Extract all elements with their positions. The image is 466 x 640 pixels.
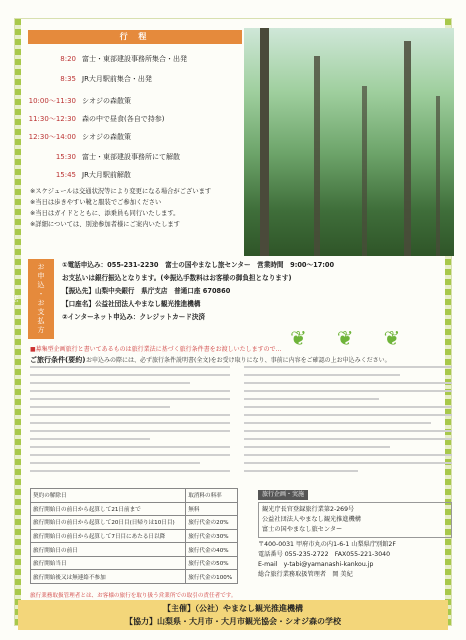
terms-fine-print-left xyxy=(30,366,230,480)
table-cell: 旅行開始日の前日から起算して21日前まで xyxy=(31,502,186,516)
footer-banner xyxy=(18,600,448,630)
itinerary-row xyxy=(28,170,131,180)
itinerary-time: 11:30～12:30 xyxy=(28,115,76,123)
company-email: E-mail y-tabi@yamanashi-kankou.jp xyxy=(258,561,374,568)
terms-title: ご旅行条件(要約) xyxy=(30,356,86,364)
note-line: ※詳細については、別途参加者様にご案内いたします xyxy=(30,221,180,228)
itinerary-event: 森の中で昼食(各自で持参) xyxy=(82,115,165,123)
terms-subtitle: お申込みの際には、必ず旅行条件説明書(全文)をお受け取りになり、事前に内容をご確認の上お申込みください。 xyxy=(86,357,391,364)
itinerary-time: 8:20 xyxy=(60,55,76,63)
account-name: 【口座名】公益社団法人やまなし観光推進機構 xyxy=(62,300,201,308)
company-name: 公益社団法人やまなし観光推進機構 xyxy=(262,516,361,523)
itinerary-event: シオジの森散策 xyxy=(82,133,131,141)
tree-trunk-graphic xyxy=(404,41,411,256)
tree-trunk-graphic xyxy=(314,56,320,256)
table-cell: 旅行代金の100% xyxy=(186,570,238,584)
note-line: ※当日はガイドとともに、添乗員も同行いたします。 xyxy=(30,210,180,217)
itinerary-event: JR大月駅前解散 xyxy=(82,171,131,179)
itinerary-row xyxy=(28,74,152,84)
cooperation-line: 【協力】山梨県・大月市・大月市観光協会・シオジ森の学校 xyxy=(125,617,341,626)
company-manager: 総合旅行業務取扱管理者 岡 美紀 xyxy=(258,571,353,578)
company-license-box xyxy=(258,502,452,538)
license-number: 観光庁長官登録旅行業第2-269号 xyxy=(262,506,355,513)
table-cell: 旅行開始後又は無連絡不参加 xyxy=(31,570,186,584)
left-decorative-stripe xyxy=(15,19,21,625)
note-line: ※当日は歩きやすい靴と服装でご参加ください xyxy=(30,199,162,206)
itinerary-row xyxy=(28,132,131,142)
table-row xyxy=(31,543,238,557)
organizer-line: 【主催】（公社）やまなし観光推進機構 xyxy=(163,604,303,613)
itinerary-row xyxy=(28,54,187,64)
table-cell: 旅行開始日の前日 xyxy=(31,543,186,557)
manager-red-note: 旅行業務取扱管理者とは、お客様の旅行を取り扱う営業所での取引の責任者です。 xyxy=(30,593,237,599)
itinerary-row xyxy=(28,114,164,124)
table-row xyxy=(31,502,238,516)
table-cell: 取消料の料率 xyxy=(186,489,238,503)
table-row xyxy=(31,556,238,570)
itinerary-time: 12:30～14:00 xyxy=(28,133,76,141)
tree-trunk-graphic xyxy=(362,86,367,256)
application-side-label: お申込・お支払方法 xyxy=(28,259,54,339)
forest-photo xyxy=(244,28,454,256)
company-tel: 電話番号 055-235-2722 FAX055-221-3040 xyxy=(258,551,391,558)
note-line: ※スケジュールは交通状況等により変更になる場合がございます xyxy=(30,188,212,195)
table-cell: 旅行開始日の前日から起算して20日目(日帰りは10日目) xyxy=(31,516,186,530)
itinerary-event: 富士・東部建設事務所にて解散 xyxy=(82,153,180,161)
application-body xyxy=(62,259,335,324)
table-row xyxy=(31,570,238,584)
table-cell: 旅行開始日の前日から起算して7日目にあたる日以降 xyxy=(31,529,186,543)
tree-trunk-graphic xyxy=(436,96,440,256)
table-cell: 契約の解除日 xyxy=(31,489,186,503)
itinerary-event: JR大月駅前集合・出発 xyxy=(82,75,152,83)
itinerary-time: 10:00～11:30 xyxy=(28,97,76,105)
internet-application: ②インターネット申込み：クレジットカード決済 xyxy=(62,313,206,321)
company-address: 〒400-0031 甲府市丸の内1-6-1 山梨県庁別館2F xyxy=(258,541,396,548)
payment-note: お支払いは銀行振込となります。(※振込手数料はお客様の御負担となります) xyxy=(62,274,292,282)
itinerary-event: 富士・東部建設事務所集合・出発 xyxy=(82,55,187,63)
table-row xyxy=(31,516,238,530)
itinerary-event: シオジの森散策 xyxy=(82,97,131,105)
company-header-badge: 旅行企画・実施 xyxy=(258,490,308,500)
table-cell: 無料 xyxy=(186,502,238,516)
table-cell: 旅行代金の50% xyxy=(186,556,238,570)
application-section xyxy=(11,259,335,339)
company-subname: 富士の国やまなし旅センター xyxy=(262,526,343,533)
table-cell: 旅行代金の20% xyxy=(186,516,238,530)
table-cell: 旅行代金の40% xyxy=(186,543,238,557)
itinerary-time: 15:30 xyxy=(55,153,76,161)
company-info xyxy=(258,490,452,580)
table-cell: 旅行代金の30% xyxy=(186,529,238,543)
itinerary-time: 15:45 xyxy=(55,171,76,179)
phone-application: ①電話申込み：055-231-2230 富士の国やまなし旅センター 営業時間 9:00～17:00 xyxy=(62,261,335,269)
bank-account: 【振込先】山梨中央銀行 県庁支店 普通口座 670860 xyxy=(62,287,231,295)
itinerary-time: 8:35 xyxy=(60,75,76,83)
table-cell: 旅行開始当日 xyxy=(31,556,186,570)
terms-alert: ■募集型企画旅行と書いてあるものは旅行業法に基づく旅行条件書をお渡しいたしますので… xyxy=(30,346,282,353)
itinerary-row xyxy=(28,152,180,162)
terms-fine-print-right xyxy=(244,366,452,480)
itinerary-heading: 行 程 xyxy=(28,30,242,44)
itinerary-row xyxy=(28,96,131,106)
itinerary-notes xyxy=(30,186,240,230)
leaf-decoration-icon: ❦❦❦ xyxy=(290,326,431,350)
table-row xyxy=(31,529,238,543)
tree-trunk-graphic xyxy=(260,28,269,256)
table-row xyxy=(31,489,238,503)
cancellation-fee-table xyxy=(30,488,238,584)
